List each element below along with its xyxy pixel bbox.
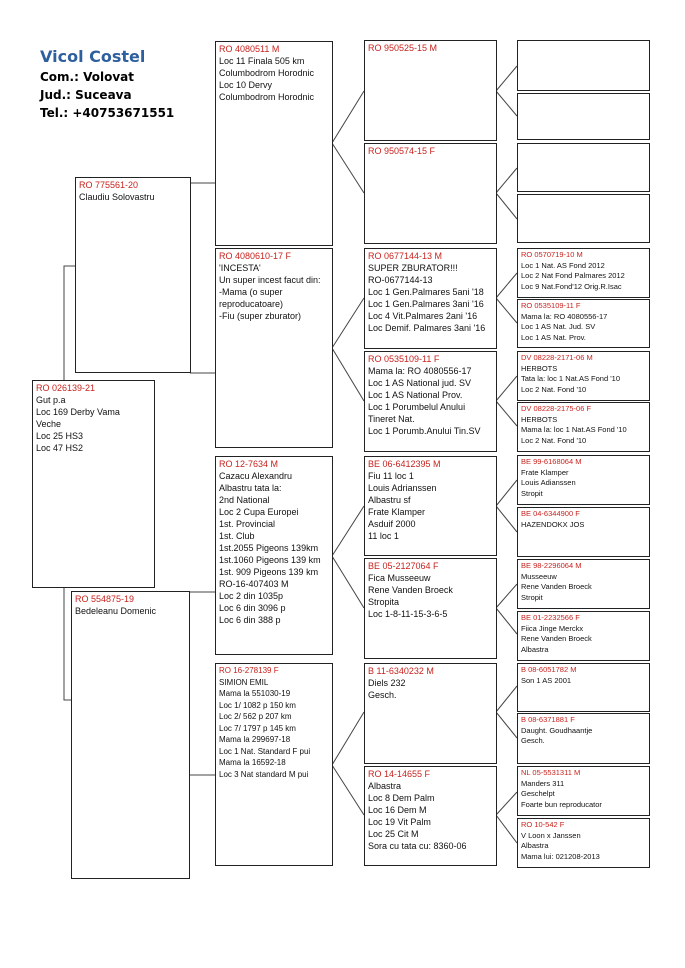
pigeon-detail-line: Sora cu tata cu: 8360-06 — [368, 841, 467, 851]
pedigree-box-ssd — [364, 143, 497, 244]
pigeon-detail-line: Asduif 2000 — [368, 519, 416, 529]
owner-name: Vicol Costel — [40, 47, 146, 66]
owner-phone: Tel.: +40753671551 — [40, 106, 175, 120]
pedigree-box-ddd — [364, 766, 497, 866]
connector-dd-ddd — [332, 765, 364, 815]
pigeon-detail-line: Loc 2 Cupa Europei — [219, 507, 299, 517]
ring-number: BE 01-2232566 F — [521, 613, 580, 622]
pigeon-detail-line: Mama la: RO 4080556-17 — [521, 311, 608, 321]
pigeon-detail-line: Musseeuw — [521, 571, 557, 581]
pigeon-detail-line: Loc 6 din 388 p — [219, 615, 281, 625]
pigeon-detail-line: Loc 3 Nat standard M pui — [219, 769, 309, 779]
pigeon-detail-line: Foarte bun reproducator — [521, 799, 602, 809]
connector-sss-sssd — [496, 91, 517, 116]
connector-sds-sdss — [496, 273, 517, 298]
pigeon-detail-line: Loc 11 Finala 505 km — [219, 56, 305, 66]
pigeon-detail-line: HERBOTS — [521, 363, 558, 373]
pigeon-detail-line: Un super incest facut din: — [219, 275, 321, 285]
pigeon-detail-line: HAZENDOKX JOS — [521, 519, 585, 529]
pedigree-box-ddds — [517, 766, 650, 816]
pedigree-box-sssd — [517, 93, 650, 140]
pigeon-detail-line: Loc Demif. Palmares 3ani '16 — [368, 323, 486, 333]
pigeon-detail-line: Rene Vanden Broeck — [521, 582, 592, 591]
pigeon-detail-line: Loc 1 Porumb.Anului Tin.SV — [368, 426, 481, 436]
pigeon-detail-line: Loc 10 Dervy — [219, 80, 273, 90]
pigeon-detail-line: 1st. 909 Pigeons 139 km — [219, 567, 319, 577]
pigeon-detail-line: Mama lui: 021208-2013 — [521, 851, 600, 861]
connector-ddd-dddd — [496, 815, 517, 843]
connector-sss-ssss — [496, 66, 517, 91]
pedigree-box-dds — [364, 663, 497, 764]
pigeon-detail-line: V Loon x Janssen — [521, 830, 581, 840]
pigeon-detail-line: Loc 4 Vit.Palmares 2ani '16 — [368, 311, 478, 321]
pigeon-detail-line: Stropita — [368, 597, 400, 607]
ring-number: DV 08228-2175-06 F — [521, 404, 592, 413]
connector-dds-ddsd — [496, 712, 517, 738]
pigeon-detail-line: Loc 2 Nat Fond Palmares 2012 — [521, 271, 625, 280]
pigeon-detail-line: Loc 2/ 562 p 207 km — [219, 712, 292, 721]
pigeon-detail-line: Loc 1 AS National Prov. — [368, 390, 463, 400]
ring-number: RO 0677144-13 M — [368, 251, 443, 261]
pigeon-detail-line: Albastra — [368, 781, 402, 791]
owner-county: Jud.: Suceava — [40, 88, 132, 102]
connector-ddd-ddds — [496, 792, 517, 815]
pedigree-box-sss — [364, 40, 497, 141]
pigeon-detail-line: Mama la 16592-18 — [219, 758, 286, 767]
pigeon-detail-line: Loc 1-8-11-15-3-6-5 — [368, 609, 448, 619]
pigeon-detail-line: Daught. Goudhaantje — [521, 725, 593, 735]
pigeon-detail-line: Frate Klamper — [521, 467, 569, 477]
pigeon-detail-line: Albastru tata la: — [219, 483, 282, 493]
pigeon-detail-line: Loc 1/ 1082 p 150 km — [219, 700, 296, 710]
connector-sds-sdsd — [496, 298, 517, 323]
pigeon-detail-line: Columbodrom Horodnic — [219, 92, 315, 102]
owner-commune: Com.: Volovat — [40, 70, 134, 84]
pigeon-detail-line: Loc 2 din 1035p — [219, 591, 284, 601]
pigeon-detail-line: Loc 1 AS Nat. Jud. SV — [521, 322, 596, 331]
pedigree-box-dss — [364, 456, 497, 556]
pigeon-detail-line: RO-0677144-13 — [368, 275, 433, 285]
pigeon-detail-line: -Fiu (super zburator) — [219, 311, 302, 321]
pigeon-detail-line: 1st. Provincial — [219, 519, 276, 529]
ring-number: B 11-6340232 M — [368, 666, 434, 676]
pigeon-detail-line: SUPER ZBURATOR!!! — [368, 263, 458, 273]
pigeon-detail-line: Gesch. — [368, 690, 397, 700]
pigeon-detail-line: Loc 6 din 3096 p — [219, 603, 286, 613]
pigeon-detail-line: Fica Musseeuw — [368, 573, 431, 583]
pedigree-box-sdds — [517, 351, 650, 401]
connector-dsd-dsdd — [496, 608, 517, 634]
ring-number: BE 98-2296064 M — [521, 561, 582, 570]
pigeon-detail-line: Veche — [36, 419, 62, 429]
connector-dsd-dsds — [496, 584, 517, 608]
pigeon-detail-line: Loc 1 Nat. Standard F pui — [219, 746, 311, 756]
pedigree-box-main — [32, 380, 155, 588]
pigeon-detail-line: Albastru sf — [368, 495, 411, 505]
pigeon-detail-line: RO-16-407403 M — [219, 579, 289, 589]
pedigree-box-ds — [215, 456, 333, 655]
ring-number: RO 950525-15 M — [368, 43, 438, 53]
pigeon-detail-line: Mama la 299697-18 — [219, 735, 291, 744]
ring-number: RO 554875-19 — [75, 594, 135, 604]
pedigree-box-sdsd — [517, 299, 650, 348]
pigeon-detail-line: Gesch. — [521, 736, 545, 745]
pigeon-detail-line: Cazacu Alexandru — [219, 471, 293, 481]
ring-number: RO 16-278139 F — [219, 666, 279, 675]
pigeon-detail-line: Loc 16 Dem M — [368, 805, 427, 815]
connector-sdd-sddd — [496, 401, 517, 426]
connector-sdd-sdds — [496, 376, 517, 401]
ring-number: RO 12-7634 M — [219, 459, 279, 469]
pedigree-box-dsss — [517, 455, 650, 505]
pedigree-box-sdss — [517, 248, 650, 298]
pigeon-detail-line: Geschelpt — [521, 789, 555, 798]
pedigree-box-dam — [71, 591, 190, 879]
pedigree-box-sdd — [364, 351, 497, 452]
pigeon-detail-line: Fiica Jinge Merckx — [521, 623, 584, 633]
connector-dss-dssd — [496, 506, 517, 532]
connector-sd-sdd — [332, 348, 364, 401]
ring-number: BE 06-6412395 M — [368, 459, 441, 469]
connector-dss-dsss — [496, 480, 517, 506]
pigeon-detail-line: -Mama (o super — [219, 287, 283, 297]
pedigree-box-dddd — [517, 818, 650, 868]
pedigree-box-dssd — [517, 507, 650, 557]
ring-number: RO 0570719-10 M — [521, 250, 583, 259]
ring-number: BE 04-6344900 F — [521, 509, 580, 518]
pedigree-box-sd — [215, 248, 333, 448]
pigeon-detail-line: Son 1 AS 2001 — [521, 675, 572, 685]
pedigree-box-dsds — [517, 559, 650, 609]
pigeon-detail-line: Loc 1 AS Nat. Prov. — [521, 332, 586, 342]
ring-number: RO 0535109-11 F — [521, 301, 581, 310]
pigeon-detail-line: Loc 19 Vit Palm — [368, 817, 431, 827]
pigeon-detail-line: 1st.1060 Pigeons 139 km — [219, 555, 321, 565]
pedigree-box-sddd — [517, 402, 650, 452]
connector-ssd-ssds — [496, 168, 517, 193]
pigeon-detail-line: Fiu 11 loc 1 — [368, 471, 414, 481]
pigeon-detail-line: Albastra — [521, 841, 549, 850]
connector-ss-ssd — [332, 143, 364, 193]
ring-number: BE 99-6168064 M — [521, 457, 582, 466]
pigeon-detail-line: Loc 1 AS National jud. SV — [368, 378, 472, 388]
ring-number: RO 4080511 M — [219, 44, 280, 54]
ring-number: DV 08228-2171-06 M — [521, 353, 593, 362]
connector-main-sire — [64, 266, 75, 380]
pigeon-detail-line: HERBOTS — [521, 414, 558, 424]
connector-sd-sds — [332, 298, 364, 348]
pigeon-detail-line: Loc 9 Nat.Fond'12 Orig.R.Isac — [521, 281, 622, 291]
pigeon-detail-line: 2nd National — [219, 495, 270, 505]
pigeon-detail-line: reproducatoare) — [219, 299, 284, 309]
ring-number: RO 0535109-11 F — [368, 354, 440, 364]
pedigree-box-dd — [215, 663, 333, 866]
pedigree-box-sire — [75, 177, 191, 373]
pigeon-detail-line: Loc 47 HS2 — [36, 443, 84, 453]
pigeon-detail-line: Loc 25 Cit M — [368, 829, 419, 839]
pigeon-detail-line: Loc 169 Derby Vama — [36, 407, 120, 417]
connector-ds-dsd — [332, 556, 364, 608]
pigeon-detail-line: 'INCESTA' — [219, 263, 261, 273]
pigeon-detail-line: Rene Vanden Broeck — [521, 634, 592, 643]
pigeon-detail-line: Stropit — [521, 592, 543, 602]
connector-ssd-ssdd — [496, 193, 517, 219]
ring-number: BE 05-2127064 F — [368, 561, 439, 571]
connector-dd-dds — [332, 712, 364, 765]
pedigree-box-dsdd — [517, 611, 650, 661]
pigeon-detail-line: Loc 1 Gen.Palmares 3ani '16 — [368, 299, 484, 309]
pedigree-box-ss — [215, 41, 333, 246]
pigeon-detail-line: Bedeleanu Domenic — [75, 606, 157, 616]
pigeon-detail-line: SIMION EMIL — [219, 677, 269, 687]
pedigree-box-ssds — [517, 143, 650, 192]
pigeon-detail-line: Loc 1 Porumbelul Anului — [368, 402, 466, 412]
ring-number: B 08-6371881 F — [521, 715, 575, 724]
pigeon-detail-line: Loc 1 Gen.Palmares 5ani '18 — [368, 287, 484, 297]
pigeon-detail-line: Tata la: loc 1 Nat.AS Fond '10 — [521, 374, 620, 383]
pigeon-detail-line: 1st. Club — [219, 531, 255, 541]
pigeon-detail-line: 1st.2055 Pigeons 139km — [219, 543, 319, 553]
connector-ss-sss — [332, 91, 364, 143]
ring-number: RO 4080610-17 F — [219, 251, 292, 261]
pigeon-detail-line: Loc 2 Nat. Fond '10 — [521, 435, 587, 445]
pedigree-box-ssdd — [517, 194, 650, 243]
pedigree-box-dsd — [364, 558, 497, 659]
ring-number: NL 05-5531311 M — [521, 768, 581, 777]
pigeon-detail-line: Loc 2 Nat. Fond '10 — [521, 384, 587, 394]
pigeon-detail-line: Loc 1 Nat. AS Fond 2012 — [521, 260, 605, 270]
pigeon-detail-line: Mama la: RO 4080556-17 — [368, 366, 472, 376]
ring-number: RO 026139-21 — [36, 383, 96, 393]
pigeon-detail-line: Columbodrom Horodnic — [219, 68, 315, 78]
ring-number: RO 14-14655 F — [368, 769, 431, 779]
pigeon-detail-line: Diels 232 — [368, 678, 406, 688]
pigeon-detail-line: Mama la: loc 1 Nat.AS Fond '10 — [521, 425, 627, 434]
connector-dds-ddss — [496, 686, 517, 712]
pigeon-detail-line: 11 loc 1 — [368, 531, 399, 541]
pigeon-detail-line: Louis Adrianssen — [368, 483, 437, 493]
pedigree-box-ddsd — [517, 713, 650, 764]
pigeon-detail-line: Loc 7/ 1797 p 145 km — [219, 723, 296, 733]
pigeon-detail-line: Rene Vanden Broeck — [368, 585, 453, 595]
pigeon-detail-line: Albastra — [521, 644, 549, 654]
pedigree-box-sds — [364, 248, 497, 349]
pigeon-detail-line: Louis Adianssen — [521, 478, 576, 487]
pigeon-detail-line: Stropit — [521, 488, 543, 498]
ring-number: RO 775561-20 — [79, 180, 139, 190]
pigeon-detail-line: Tineret Nat. — [368, 414, 415, 424]
pigeon-detail-line: Loc 8 Dem Palm — [368, 793, 435, 803]
pedigree-box-ssss — [517, 40, 650, 91]
connector-main-dam — [64, 588, 71, 700]
ring-number: RO 10-542 F — [521, 820, 565, 829]
pigeon-detail-line: Gut p.a — [36, 395, 66, 405]
pigeon-detail-line: Manders 311 — [521, 778, 565, 788]
pigeon-detail-line: Frate Klamper — [368, 507, 426, 517]
connector-ds-dss — [332, 506, 364, 556]
pedigree-box-ddss — [517, 663, 650, 712]
pigeon-detail-line: Claudiu Solovastru — [79, 192, 155, 202]
ring-number: B 08-6051782 M — [521, 665, 577, 674]
pigeon-detail-line: Loc 25 HS3 — [36, 431, 84, 441]
owner-info — [40, 46, 174, 122]
pigeon-detail-line: Mama la 551030-19 — [219, 689, 291, 698]
ring-number: RO 950574-15 F — [368, 146, 436, 156]
